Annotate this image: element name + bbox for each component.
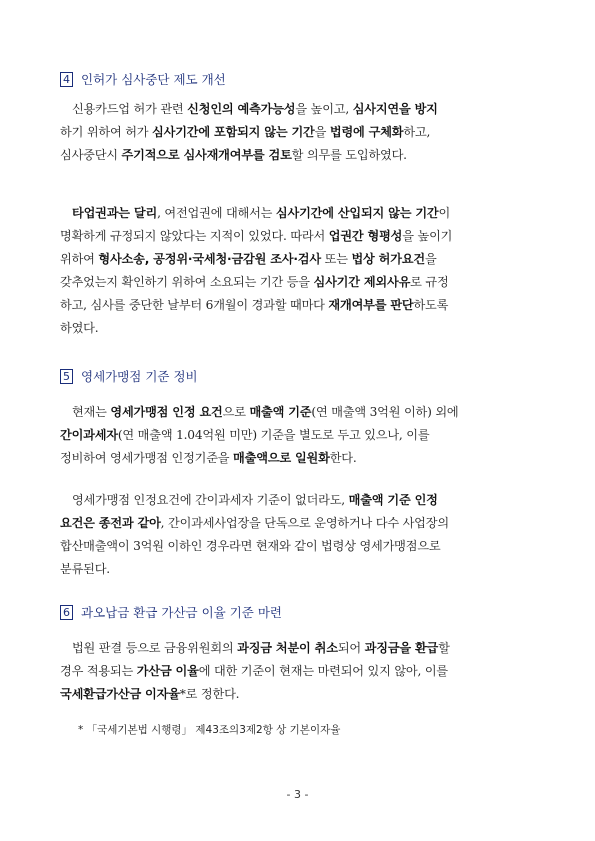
paragraph-line: [60, 121, 540, 144]
emphasis-text: 심사기간에 포함되지 않는 기간: [152, 125, 315, 139]
emphasis-text: 매출액 기준 인정: [348, 493, 438, 507]
section-title: 인허가 심사중단 제도 개선: [81, 72, 226, 87]
paragraph-line: [60, 637, 540, 660]
section-number-box: 5: [60, 369, 73, 384]
body-text: 하도록: [413, 298, 449, 312]
paragraph-line: [60, 271, 540, 294]
paragraph-line: [60, 98, 540, 121]
paragraph-line: [60, 248, 540, 271]
body-text: 하기 위하여 허가: [60, 125, 153, 139]
body-text: 이: [438, 206, 451, 220]
emphasis-text: 주기적으로 심사재개여부를 검토: [121, 148, 292, 162]
section-5-paragraph-1: [60, 401, 540, 470]
body-text: 하였다.: [60, 321, 99, 335]
paragraph-line: [60, 202, 540, 225]
section-5-paragraph-2: [60, 489, 540, 581]
emphasis-text: 업권간 형평성: [328, 229, 403, 243]
body-text: (연 매출액 3억원 이하) 외에: [311, 405, 459, 419]
body-text: 을: [314, 125, 330, 139]
emphasis-text: 영세가맹점 인정 요건: [110, 405, 223, 419]
body-text: 할: [438, 641, 450, 655]
body-text: *로 정한다.: [179, 687, 240, 701]
paragraph-line: [60, 424, 540, 447]
emphasis-text: 심사기간에 산입되지 않는 기간: [275, 206, 439, 220]
body-text: 로 규정: [410, 275, 449, 289]
footnote: * 「국세기본법 시행령」 제43조의3제2항 상 기본이자율: [78, 724, 341, 736]
body-text: 심사중단시: [60, 148, 122, 162]
paragraph-line: [60, 144, 540, 167]
emphasis-text: 심사기간 제외사유: [313, 275, 411, 289]
body-text: 분류된다.: [60, 562, 110, 576]
body-text: 법원 판결 등으로 금융위원회의: [60, 641, 238, 655]
emphasis-text: 요건은 종전과 같아: [60, 516, 161, 530]
emphasis-text: 매출액 기준: [249, 405, 312, 419]
body-text: 영세가맹점 인정요건에 간이과세자 기준이 없더라도,: [60, 493, 349, 507]
section-4-paragraph-1: [60, 98, 540, 167]
body-text: 을 높이고,: [295, 102, 353, 116]
body-text: 명확하게 규정되지 않았다는 지적이 있었다. 따라서: [60, 229, 329, 243]
emphasis-text: 매출액으로 일원화: [233, 451, 330, 465]
paragraph-line: [60, 489, 540, 512]
body-text: 으로: [222, 405, 250, 419]
emphasis-text: 과징금을 환급: [364, 641, 439, 655]
page-number: - 3 -: [286, 788, 309, 801]
paragraph-line: [60, 512, 540, 535]
section-5-heading: [60, 367, 198, 385]
section-6-heading: [60, 603, 282, 621]
body-text: 할 의무를 도입하였다.: [291, 148, 407, 162]
emphasis-text: 심사지연을 방지: [352, 102, 438, 116]
body-text: 신용카드업 허가 관련: [60, 102, 188, 116]
body-text: 갖추었는지 확인하기 위하여 소요되는 기간 등을: [60, 275, 314, 289]
body-text: 한다.: [329, 451, 357, 465]
emphasis-text: 신청인의 예측가능성: [187, 102, 296, 116]
paragraph-line: [60, 683, 540, 706]
body-text: , 간이과세사업장을 단독으로 운영하거나 다수 사업장의: [160, 516, 449, 530]
section-number-box: 4: [60, 72, 73, 87]
paragraph-line: [60, 660, 540, 683]
section-4-paragraph-2: [60, 202, 540, 340]
emphasis-text: 국세환급가산금 이자율: [60, 687, 180, 701]
emphasis-text: 재개여부를 판단: [328, 298, 414, 312]
body-text: 에 대한 기준이 현재는 마련되어 있지 않아, 이를: [198, 664, 449, 678]
body-text: 합산매출액이 3억원 이하인 경우라면 현재와 같이 법령상 영세가맹점으로: [60, 539, 441, 553]
paragraph-line: [60, 317, 540, 340]
body-text: 정비하여 영세가맹점 인정기준을: [60, 451, 234, 465]
paragraph-line: [60, 447, 540, 470]
paragraph-line: [60, 535, 540, 558]
body-text: 위하여: [60, 252, 99, 266]
section-number-box: 6: [60, 605, 73, 620]
body-text: 을 높이기: [402, 229, 453, 243]
section-title: 영세가맹점 기준 정비: [81, 369, 198, 384]
body-text: 을: [424, 252, 437, 266]
paragraph-line: [60, 558, 540, 581]
emphasis-text: 간이과세자: [60, 428, 118, 442]
paragraph-line: [60, 401, 540, 424]
emphasis-text: 형사소송, 공정위·국세청·금감원 조사·검사: [98, 252, 321, 266]
body-text: , 여전업권에 대해서는: [157, 206, 276, 220]
body-text: 경우 적용되는: [60, 664, 137, 678]
body-text: 하고, 심사를 중단한 날부터 6개월이 경과할 때마다: [60, 298, 329, 312]
section-4-heading: [60, 70, 226, 88]
body-text: (연 매출액 1.04억원 미만) 기준을 별도로 두고 있으나, 이를: [117, 428, 430, 442]
emphasis-text: 가산금 이율: [136, 664, 199, 678]
section-title: 과오납금 환급 가산금 이율 기준 마련: [81, 605, 282, 620]
paragraph-line: [60, 294, 540, 317]
emphasis-text: 법상 허가요건: [351, 252, 425, 266]
body-text: [60, 206, 72, 220]
emphasis-text: 과징금 처분이 취소: [237, 641, 338, 655]
body-text: 또는: [320, 252, 352, 266]
emphasis-text: 타업권과는 달리: [72, 206, 158, 220]
body-text: 하고,: [403, 125, 431, 139]
body-text: 현재는: [60, 405, 111, 419]
paragraph-line: [60, 225, 540, 248]
section-6-paragraph-1: [60, 637, 540, 706]
body-text: 되어: [337, 641, 365, 655]
emphasis-text: 법령에 구체화: [329, 125, 404, 139]
